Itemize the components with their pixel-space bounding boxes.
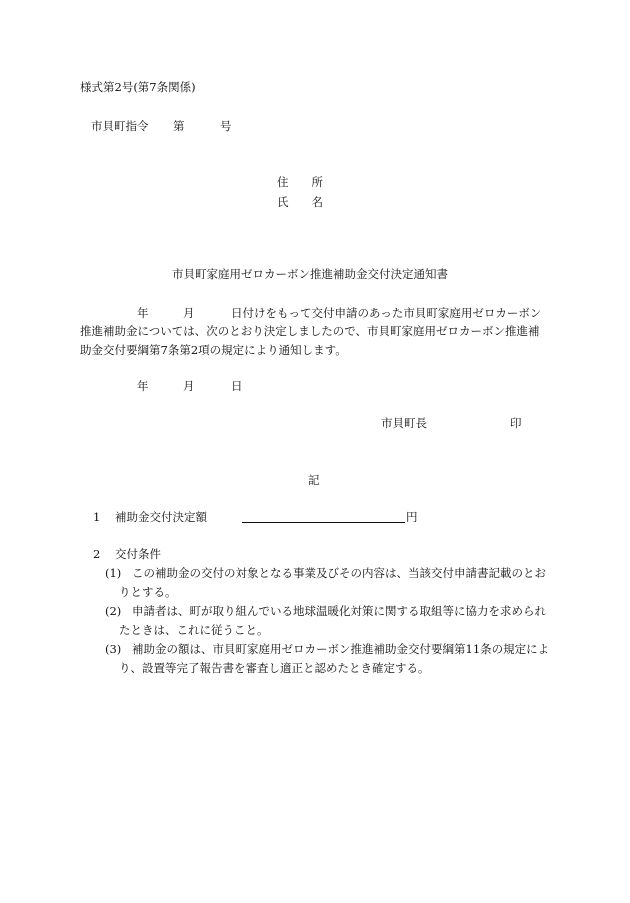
form-label: 様式第2号(第7条関係)	[80, 80, 196, 94]
issuer-seal: 印	[510, 416, 522, 430]
issue-date-nen: 年	[137, 379, 149, 393]
item1-label: 補助金交付決定額	[115, 510, 207, 524]
issuer-title: 市貝町長	[381, 416, 427, 430]
body-date-nen: 年	[137, 306, 149, 320]
amount-blank-line	[242, 522, 405, 523]
condition-1-line2: りとする。	[119, 585, 177, 599]
doc-number-prefix: 市貝町指令	[91, 119, 149, 133]
body-line2: 推進補助金については、次のとおり決定しましたので、市貝町家庭用ゼロカーボン推進補	[80, 324, 540, 338]
doc-number-go: 号	[220, 119, 232, 133]
issue-date-tsuki: 月	[183, 379, 195, 393]
item2-label: 交付条件	[115, 547, 161, 561]
item1-unit: 円	[406, 510, 418, 524]
item1-number: 1	[93, 510, 101, 524]
body-line3: 助金交付要綱第7条第2項の規定により通知します。	[80, 343, 347, 357]
doc-number-dai: 第	[173, 119, 185, 133]
ki-heading: 記	[308, 473, 320, 487]
name-label: 氏 名	[277, 195, 323, 209]
body-line1: 日付けをもって交付申請のあった市貝町家庭用ゼロカーボン	[231, 306, 542, 320]
body-date-tsuki: 月	[183, 306, 195, 320]
issue-date-hi: 日	[231, 379, 243, 393]
condition-1-line1: この補助金の交付の対象となる事業及びその内容は、当該交付申請書記載のとお	[132, 566, 546, 580]
item2-number: 2	[93, 547, 101, 561]
document-title: 市貝町家庭用ゼロカーボン推進補助金交付決定通知書	[172, 267, 448, 281]
condition-1-number: (1)	[105, 566, 122, 580]
condition-3-number: (3)	[105, 642, 122, 656]
condition-2-line1: 申請者は、町が取り組んでいる地球温暖化対策に関する取組等に協力を求められ	[132, 604, 546, 618]
address-label: 住 所	[277, 175, 323, 189]
condition-3-line2: り、設置等完了報告書を審査し適正と認めたとき確定する。	[119, 661, 430, 675]
condition-2-number: (2)	[105, 604, 122, 618]
condition-2-line2: たときは、これに従うこと。	[119, 623, 269, 637]
condition-3-line1: 補助金の額は、市貝町家庭用ゼロカーボン推進補助金交付要綱第11条の規定によ	[132, 642, 550, 656]
